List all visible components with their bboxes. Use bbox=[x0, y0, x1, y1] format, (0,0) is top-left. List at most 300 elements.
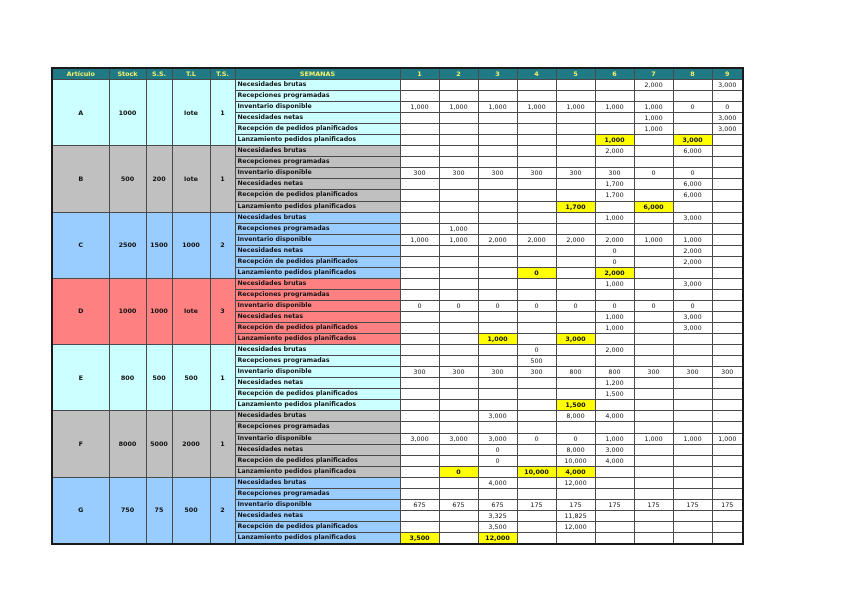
value-cell: 300 bbox=[595, 168, 634, 179]
value-cell bbox=[400, 278, 439, 289]
value-cell bbox=[556, 345, 595, 356]
safety-stock-cell: 1000 bbox=[146, 278, 172, 344]
value-cell: 6,000 bbox=[673, 146, 712, 157]
value-cell bbox=[712, 256, 743, 267]
header-ts: T.S. bbox=[210, 68, 235, 80]
value-cell bbox=[595, 334, 634, 345]
value-cell bbox=[712, 521, 743, 532]
value-cell: 1,000 bbox=[556, 102, 595, 113]
value-cell bbox=[439, 278, 478, 289]
value-cell bbox=[517, 179, 556, 190]
value-cell bbox=[556, 190, 595, 201]
row-label: Lanzamiento pedidos planificados bbox=[235, 466, 400, 477]
value-cell bbox=[712, 289, 743, 300]
value-cell bbox=[595, 510, 634, 521]
value-cell: 12,000 bbox=[478, 532, 517, 544]
lead-time-cell: 1 bbox=[210, 80, 235, 146]
value-cell: 3,000 bbox=[478, 433, 517, 444]
value-cell: 1,000 bbox=[595, 278, 634, 289]
value-cell bbox=[634, 400, 673, 411]
value-cell bbox=[556, 323, 595, 334]
article-group-b bbox=[52, 146, 743, 212]
table-row bbox=[52, 212, 743, 223]
value-cell bbox=[712, 345, 743, 356]
value-cell: 1,000 bbox=[673, 433, 712, 444]
value-cell: 500 bbox=[517, 356, 556, 367]
lot-size-cell: 2000 bbox=[172, 411, 210, 477]
lead-time-cell: 1 bbox=[210, 411, 235, 477]
value-cell: 12,000 bbox=[556, 521, 595, 532]
value-cell bbox=[634, 455, 673, 466]
value-cell bbox=[673, 113, 712, 124]
value-cell bbox=[556, 378, 595, 389]
value-cell bbox=[595, 488, 634, 499]
value-cell: 300 bbox=[517, 367, 556, 378]
row-label: Lanzamiento pedidos planificados bbox=[235, 400, 400, 411]
safety-stock-cell: 500 bbox=[146, 345, 172, 411]
value-cell: 1,000 bbox=[400, 234, 439, 245]
value-cell: 0 bbox=[634, 168, 673, 179]
value-cell bbox=[634, 334, 673, 345]
value-cell bbox=[400, 477, 439, 488]
value-cell: 0 bbox=[478, 455, 517, 466]
value-cell bbox=[517, 223, 556, 234]
row-label: Necesidades brutas bbox=[235, 146, 400, 157]
value-cell bbox=[673, 411, 712, 422]
value-cell bbox=[634, 488, 673, 499]
header-week: 2 bbox=[439, 68, 478, 80]
value-cell bbox=[439, 378, 478, 389]
value-cell bbox=[439, 212, 478, 223]
value-cell: 1,700 bbox=[595, 190, 634, 201]
value-cell bbox=[478, 190, 517, 201]
row-label: Necesidades brutas bbox=[235, 477, 400, 488]
value-cell: 1,000 bbox=[439, 102, 478, 113]
value-cell bbox=[400, 422, 439, 433]
value-cell bbox=[439, 521, 478, 532]
value-cell: 300 bbox=[517, 168, 556, 179]
value-cell: 300 bbox=[478, 367, 517, 378]
value-cell: 1,000 bbox=[439, 223, 478, 234]
value-cell bbox=[673, 201, 712, 212]
value-cell bbox=[478, 201, 517, 212]
value-cell bbox=[673, 356, 712, 367]
value-cell: 4,000 bbox=[556, 466, 595, 477]
article-cell: D bbox=[52, 278, 109, 344]
row-label: Recepciones programadas bbox=[235, 289, 400, 300]
value-cell bbox=[517, 201, 556, 212]
value-cell bbox=[400, 323, 439, 334]
value-cell bbox=[517, 378, 556, 389]
value-cell: 675 bbox=[478, 499, 517, 510]
value-cell bbox=[634, 378, 673, 389]
value-cell bbox=[556, 278, 595, 289]
value-cell: 300 bbox=[400, 168, 439, 179]
value-cell bbox=[595, 466, 634, 477]
value-cell bbox=[634, 356, 673, 367]
mrp-table bbox=[51, 67, 744, 545]
value-cell bbox=[634, 289, 673, 300]
value-cell: 1,000 bbox=[478, 102, 517, 113]
value-cell bbox=[556, 223, 595, 234]
value-cell: 0 bbox=[400, 300, 439, 311]
value-cell: 2,000 bbox=[478, 234, 517, 245]
value-cell bbox=[673, 157, 712, 168]
value-cell bbox=[556, 245, 595, 256]
value-cell bbox=[400, 345, 439, 356]
value-cell: 2,000 bbox=[595, 234, 634, 245]
value-cell bbox=[595, 289, 634, 300]
value-cell: 300 bbox=[673, 367, 712, 378]
value-cell bbox=[478, 422, 517, 433]
value-cell bbox=[517, 389, 556, 400]
value-cell bbox=[634, 444, 673, 455]
value-cell bbox=[673, 400, 712, 411]
article-cell: C bbox=[52, 212, 109, 278]
value-cell: 2,000 bbox=[673, 256, 712, 267]
value-cell bbox=[400, 411, 439, 422]
value-cell bbox=[478, 267, 517, 278]
value-cell bbox=[439, 201, 478, 212]
value-cell: 1,000 bbox=[634, 113, 673, 124]
row-label: Necesidades netas bbox=[235, 510, 400, 521]
value-cell bbox=[595, 521, 634, 532]
value-cell bbox=[556, 532, 595, 544]
value-cell bbox=[673, 289, 712, 300]
value-cell bbox=[673, 477, 712, 488]
value-cell: 175 bbox=[556, 499, 595, 510]
value-cell bbox=[673, 389, 712, 400]
row-label: Necesidades netas bbox=[235, 113, 400, 124]
article-group-f bbox=[52, 411, 743, 477]
table-row bbox=[52, 146, 743, 157]
header-week: 3 bbox=[478, 68, 517, 80]
article-group-e bbox=[52, 345, 743, 411]
value-cell: 1,000 bbox=[478, 334, 517, 345]
value-cell bbox=[595, 91, 634, 102]
value-cell bbox=[556, 91, 595, 102]
value-cell bbox=[712, 157, 743, 168]
value-cell bbox=[556, 389, 595, 400]
value-cell bbox=[400, 212, 439, 223]
row-label: Necesidades netas bbox=[235, 311, 400, 322]
value-cell bbox=[439, 179, 478, 190]
value-cell bbox=[673, 124, 712, 135]
value-cell bbox=[478, 223, 517, 234]
value-cell bbox=[634, 245, 673, 256]
value-cell bbox=[439, 510, 478, 521]
row-label: Necesidades brutas bbox=[235, 278, 400, 289]
value-cell: 1,000 bbox=[634, 102, 673, 113]
value-cell bbox=[634, 521, 673, 532]
value-cell bbox=[439, 477, 478, 488]
row-label: Recepciones programadas bbox=[235, 356, 400, 367]
value-cell: 0 bbox=[673, 102, 712, 113]
value-cell bbox=[439, 146, 478, 157]
value-cell bbox=[595, 532, 634, 544]
header-articulo: Artículo bbox=[52, 68, 109, 80]
value-cell bbox=[634, 510, 673, 521]
value-cell bbox=[595, 113, 634, 124]
value-cell: 0 bbox=[712, 102, 743, 113]
value-cell: 4,000 bbox=[595, 411, 634, 422]
value-cell: 6,000 bbox=[673, 190, 712, 201]
value-cell bbox=[712, 389, 743, 400]
value-cell bbox=[439, 289, 478, 300]
value-cell: 300 bbox=[712, 367, 743, 378]
value-cell bbox=[517, 289, 556, 300]
value-cell: 1,000 bbox=[595, 311, 634, 322]
value-cell bbox=[400, 91, 439, 102]
row-label: Lanzamiento pedidos planificados bbox=[235, 267, 400, 278]
value-cell bbox=[673, 345, 712, 356]
value-cell: 3,000 bbox=[712, 113, 743, 124]
value-cell: 0 bbox=[439, 466, 478, 477]
header-week: 9 bbox=[712, 68, 743, 80]
value-cell bbox=[673, 91, 712, 102]
value-cell bbox=[478, 488, 517, 499]
value-cell bbox=[712, 245, 743, 256]
value-cell bbox=[556, 488, 595, 499]
value-cell bbox=[634, 190, 673, 201]
value-cell bbox=[673, 80, 712, 91]
header-week: 7 bbox=[634, 68, 673, 80]
value-cell bbox=[400, 267, 439, 278]
value-cell: 3,000 bbox=[673, 135, 712, 146]
value-cell: 1,000 bbox=[595, 212, 634, 223]
value-cell: 8,000 bbox=[556, 411, 595, 422]
header-tl: T.L bbox=[172, 68, 210, 80]
value-cell bbox=[634, 212, 673, 223]
value-cell: 3,000 bbox=[673, 311, 712, 322]
value-cell bbox=[439, 157, 478, 168]
lead-time-cell: 1 bbox=[210, 146, 235, 212]
row-label: Recepción de pedidos planificados bbox=[235, 124, 400, 135]
row-label: Recepciones programadas bbox=[235, 223, 400, 234]
value-cell bbox=[478, 157, 517, 168]
value-cell bbox=[478, 289, 517, 300]
value-cell: 3,000 bbox=[595, 444, 634, 455]
value-cell: 0 bbox=[556, 300, 595, 311]
value-cell bbox=[556, 212, 595, 223]
value-cell bbox=[673, 267, 712, 278]
value-cell bbox=[712, 488, 743, 499]
value-cell: 1,000 bbox=[517, 102, 556, 113]
lot-size-cell: 500 bbox=[172, 345, 210, 411]
value-cell bbox=[517, 411, 556, 422]
value-cell bbox=[439, 267, 478, 278]
row-label: Necesidades brutas bbox=[235, 80, 400, 91]
value-cell bbox=[712, 356, 743, 367]
value-cell bbox=[634, 267, 673, 278]
value-cell: 3,000 bbox=[556, 334, 595, 345]
row-label: Inventario disponible bbox=[235, 499, 400, 510]
value-cell bbox=[634, 91, 673, 102]
row-label: Inventario disponible bbox=[235, 433, 400, 444]
value-cell bbox=[712, 334, 743, 345]
value-cell: 3,500 bbox=[478, 521, 517, 532]
safety-stock-cell: 5000 bbox=[146, 411, 172, 477]
value-cell bbox=[556, 157, 595, 168]
value-cell bbox=[556, 311, 595, 322]
value-cell bbox=[478, 146, 517, 157]
value-cell bbox=[712, 466, 743, 477]
value-cell: 1,000 bbox=[595, 433, 634, 444]
value-cell bbox=[673, 466, 712, 477]
row-label: Recepción de pedidos planificados bbox=[235, 256, 400, 267]
value-cell: 300 bbox=[478, 168, 517, 179]
value-cell bbox=[517, 278, 556, 289]
value-cell bbox=[673, 334, 712, 345]
value-cell bbox=[517, 477, 556, 488]
article-cell: G bbox=[52, 477, 109, 544]
value-cell: 0 bbox=[517, 300, 556, 311]
lead-time-cell: 2 bbox=[210, 477, 235, 544]
header-ss: S.S. bbox=[146, 68, 172, 80]
value-cell: 12,000 bbox=[556, 477, 595, 488]
stock-cell: 1000 bbox=[109, 80, 146, 146]
value-cell bbox=[517, 323, 556, 334]
value-cell: 3,000 bbox=[673, 278, 712, 289]
value-cell bbox=[400, 378, 439, 389]
value-cell bbox=[439, 334, 478, 345]
value-cell bbox=[634, 256, 673, 267]
value-cell: 4,000 bbox=[595, 455, 634, 466]
value-cell bbox=[634, 146, 673, 157]
stock-cell: 2500 bbox=[109, 212, 146, 278]
value-cell bbox=[712, 411, 743, 422]
row-label: Inventario disponible bbox=[235, 102, 400, 113]
value-cell bbox=[400, 157, 439, 168]
row-label: Necesidades brutas bbox=[235, 345, 400, 356]
value-cell bbox=[673, 510, 712, 521]
value-cell: 300 bbox=[439, 367, 478, 378]
value-cell bbox=[439, 345, 478, 356]
value-cell bbox=[634, 532, 673, 544]
value-cell: 300 bbox=[556, 168, 595, 179]
value-cell bbox=[634, 477, 673, 488]
lead-time-cell: 1 bbox=[210, 345, 235, 411]
value-cell bbox=[439, 311, 478, 322]
value-cell: 0 bbox=[556, 433, 595, 444]
value-cell bbox=[556, 267, 595, 278]
value-cell: 0 bbox=[595, 256, 634, 267]
value-cell bbox=[439, 124, 478, 135]
value-cell bbox=[400, 190, 439, 201]
value-cell bbox=[712, 135, 743, 146]
stock-cell: 8000 bbox=[109, 411, 146, 477]
header-week: 4 bbox=[517, 68, 556, 80]
value-cell: 0 bbox=[478, 444, 517, 455]
value-cell bbox=[712, 510, 743, 521]
value-cell: 6,000 bbox=[673, 179, 712, 190]
value-cell bbox=[634, 345, 673, 356]
value-cell bbox=[400, 455, 439, 466]
value-cell bbox=[517, 400, 556, 411]
value-cell: 0 bbox=[634, 300, 673, 311]
value-cell bbox=[478, 345, 517, 356]
value-cell bbox=[400, 146, 439, 157]
value-cell bbox=[556, 356, 595, 367]
value-cell bbox=[439, 532, 478, 544]
value-cell: 0 bbox=[595, 300, 634, 311]
value-cell bbox=[556, 146, 595, 157]
value-cell bbox=[712, 91, 743, 102]
value-cell bbox=[595, 80, 634, 91]
value-cell bbox=[517, 124, 556, 135]
value-cell bbox=[478, 323, 517, 334]
value-cell bbox=[400, 444, 439, 455]
value-cell bbox=[478, 356, 517, 367]
row-label: Lanzamiento pedidos planificados bbox=[235, 135, 400, 146]
value-cell: 1,200 bbox=[595, 378, 634, 389]
value-cell bbox=[400, 521, 439, 532]
value-cell bbox=[595, 400, 634, 411]
value-cell bbox=[439, 80, 478, 91]
value-cell: 175 bbox=[634, 499, 673, 510]
value-cell bbox=[634, 466, 673, 477]
value-cell bbox=[712, 311, 743, 322]
value-cell bbox=[439, 400, 478, 411]
value-cell: 10,000 bbox=[556, 455, 595, 466]
value-cell: 1,000 bbox=[634, 124, 673, 135]
value-cell bbox=[439, 444, 478, 455]
value-cell: 3,325 bbox=[478, 510, 517, 521]
value-cell bbox=[634, 389, 673, 400]
value-cell: 1,000 bbox=[595, 135, 634, 146]
value-cell: 3,000 bbox=[673, 212, 712, 223]
value-cell bbox=[400, 466, 439, 477]
row-label: Inventario disponible bbox=[235, 168, 400, 179]
value-cell: 10,000 bbox=[517, 466, 556, 477]
row-label: Inventario disponible bbox=[235, 234, 400, 245]
value-cell bbox=[595, 201, 634, 212]
value-cell bbox=[712, 477, 743, 488]
value-cell bbox=[400, 400, 439, 411]
value-cell: 300 bbox=[634, 367, 673, 378]
value-cell bbox=[712, 201, 743, 212]
value-cell: 1,500 bbox=[595, 389, 634, 400]
value-cell: 300 bbox=[400, 367, 439, 378]
value-cell: 1,000 bbox=[673, 234, 712, 245]
header-week: 8 bbox=[673, 68, 712, 80]
value-cell bbox=[517, 113, 556, 124]
value-cell bbox=[712, 212, 743, 223]
stock-cell: 750 bbox=[109, 477, 146, 544]
value-cell: 675 bbox=[439, 499, 478, 510]
value-cell bbox=[478, 400, 517, 411]
value-cell: 3,000 bbox=[439, 433, 478, 444]
value-cell bbox=[673, 223, 712, 234]
stock-cell: 500 bbox=[109, 146, 146, 212]
value-cell bbox=[478, 245, 517, 256]
value-cell bbox=[439, 356, 478, 367]
value-cell bbox=[634, 422, 673, 433]
value-cell bbox=[712, 179, 743, 190]
value-cell bbox=[439, 488, 478, 499]
value-cell bbox=[517, 521, 556, 532]
value-cell bbox=[517, 190, 556, 201]
stock-cell: 1000 bbox=[109, 278, 146, 344]
value-cell: 2,000 bbox=[673, 245, 712, 256]
value-cell: 1,000 bbox=[712, 433, 743, 444]
value-cell: 3,000 bbox=[400, 433, 439, 444]
row-label: Lanzamiento pedidos planificados bbox=[235, 532, 400, 544]
safety-stock-cell: 75 bbox=[146, 477, 172, 544]
value-cell bbox=[400, 334, 439, 345]
value-cell bbox=[478, 278, 517, 289]
value-cell: 4,000 bbox=[478, 477, 517, 488]
